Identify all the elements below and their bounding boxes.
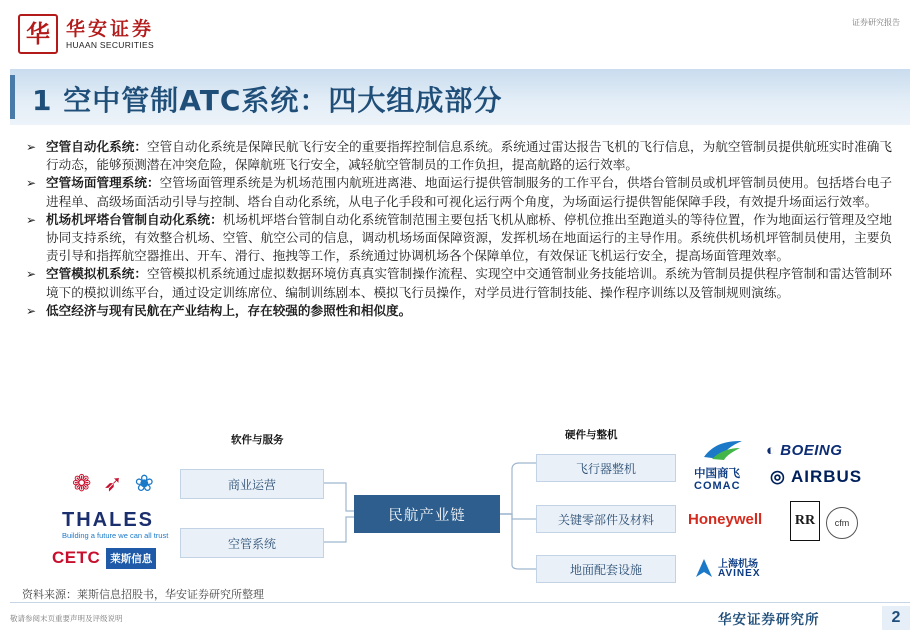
bullet-lead: 空管模拟机系统： bbox=[46, 266, 148, 282]
industry-chain-diagram bbox=[0, 425, 920, 585]
airbus-logo: ◎ AIRBUS bbox=[770, 467, 863, 486]
bullet-item bbox=[26, 211, 892, 266]
arrow-bullet-icon: ➢ bbox=[26, 267, 37, 282]
boeing-globe-icon: ◐ bbox=[766, 442, 781, 459]
thales-logo: THALES bbox=[62, 509, 154, 531]
connector-line bbox=[324, 517, 354, 542]
page-number: 2 bbox=[882, 606, 910, 630]
avinex-english: AVINEX bbox=[718, 568, 761, 579]
connector-line bbox=[500, 514, 536, 519]
airline-logos bbox=[72, 471, 154, 497]
honeywell-logo: Honeywell bbox=[688, 511, 763, 528]
conclusion-text: 低空经济与现有民航在产业结构上，存在较强的参照性和相似度。 bbox=[46, 302, 412, 318]
report-type-label: 证券研究报告 bbox=[852, 18, 900, 27]
china-eastern-icon: ➶ bbox=[103, 471, 123, 497]
cetc-text: CETC bbox=[52, 548, 101, 567]
bullet-item bbox=[26, 174, 892, 210]
comac-wing-icon bbox=[702, 439, 744, 461]
comac-chinese: 中国商飞 bbox=[694, 466, 740, 480]
laisi-text: 莱斯信息 bbox=[106, 548, 156, 569]
rolls-royce-logo: RR bbox=[790, 501, 820, 541]
boeing-logo: ◐ BOEING bbox=[766, 442, 843, 459]
footer-institution: 华安证券研究所 bbox=[718, 612, 820, 628]
airbus-swirl-icon: ◎ bbox=[770, 467, 791, 486]
connector-line bbox=[324, 483, 354, 511]
hardware-header: 硬件与整机 bbox=[565, 429, 618, 441]
software-header: 软件与服务 bbox=[231, 434, 284, 446]
connector-line bbox=[500, 463, 536, 514]
key-components-box: 关键零部件及材料 bbox=[536, 505, 676, 533]
bullet-text: 机场机坪塔台管制自动化系统管制范围主要包括飞机从廊桥、停机位推出至跑道头的等待位置，作为地面运行管理及空地协同支持系统，有效整合机场、空管、航空公司的信息，调动机场场面保障资源，发挥机场在地面运行的主导作用。系统供机场机坪管制员使用，主要负责引导和指挥航空器推出、开车、滑行、拖拽等工作，系统通过协调机场各个保障单位，有效保证飞机运行安全，提高场面管理效率。 bbox=[46, 211, 893, 264]
bullet-lead: 空管场面管理系统： bbox=[46, 175, 160, 191]
page-title: 1 空中管制ATC系统：四大组成部分 bbox=[32, 84, 503, 117]
disclaimer: 敬请参阅末页重要声明及评级说明 bbox=[10, 614, 123, 623]
aircraft-box: 飞行器整机 bbox=[536, 454, 676, 482]
logo-chinese-name: 华安证券 bbox=[66, 18, 155, 40]
bullet-list bbox=[26, 138, 892, 320]
source-note: 资料来源：莱斯信息招股书，华安证券研究所整理 bbox=[22, 588, 264, 601]
title-band bbox=[10, 69, 910, 125]
bullet-text: 空管自动化系统是保障民航飞行安全的重要指挥控制信息系统。系统通过雷达报告飞机的飞行信息，为航空管制员提供航班实时准确飞行动态，能够预测潜在冲突危险，保障航班飞行安全，减轻航空管制员的工作负担，提高航路的运行效率。 bbox=[46, 139, 893, 173]
arrow-bullet-icon: ➢ bbox=[26, 140, 37, 154]
bullet-text: 空管模拟机系统通过虚拟数据环境仿真真实管制操作流程、实现空中交通管制业务技能培训。系统为管制员提供程序管制和雷达管制环境下的模拟训练平台，通过设定训练席位、编制训练剧本、模拟飞行员操作，对学员进行管制技能、操作程序训练以及管制规则演练。 bbox=[46, 266, 893, 300]
arrow-bullet-icon: ➢ bbox=[26, 212, 37, 227]
bullet-item bbox=[26, 265, 892, 301]
air-china-icon: ❁ bbox=[72, 471, 92, 497]
comac-english: COMAC bbox=[694, 480, 741, 492]
china-southern-icon: ❀ bbox=[134, 471, 154, 497]
company-logo bbox=[18, 14, 155, 54]
logo-english-name: HUAAN SECURITIES bbox=[66, 40, 154, 50]
footer-divider bbox=[10, 602, 910, 603]
title-accent-bar bbox=[10, 75, 15, 119]
avinex-icon bbox=[694, 557, 714, 579]
civil-aviation-chain-box: 民航产业链 bbox=[354, 495, 500, 533]
ground-facilities-box: 地面配套设施 bbox=[536, 555, 676, 583]
commercial-ops-box: 商业运营 bbox=[180, 469, 324, 499]
atc-system-box: 空管系统 bbox=[180, 528, 324, 558]
bullet-conclusion bbox=[26, 302, 892, 320]
avinex-chinese: 上海机场 bbox=[718, 559, 758, 570]
arrow-bullet-icon: ➢ bbox=[26, 176, 37, 191]
bullet-item bbox=[26, 138, 892, 174]
cetc-logo bbox=[52, 547, 178, 569]
bullet-lead: 空管自动化系统： bbox=[46, 139, 148, 154]
thales-tagline: Building a future we can all trust bbox=[62, 531, 169, 540]
bullet-text: 空管场面管理系统是为机场范围内航班进离港、地面运行提供管制服务的工作平台，供塔台管制员或机坪管制员使用。包括塔台电子进程单、高级场面活动引导与控制、塔台自动化系统，从电子化手段和可视化运行两个角度，为场面运行提供智能保障手段，有效提升场面运行效率。 bbox=[46, 175, 893, 209]
connector-line bbox=[500, 514, 536, 569]
logo-mark: 华 bbox=[18, 14, 58, 54]
bullet-lead: 机场机坪塔台管制自动化系统： bbox=[46, 211, 223, 227]
cfm-logo: cfm bbox=[826, 507, 858, 539]
arrow-bullet-icon: ➢ bbox=[26, 303, 37, 318]
